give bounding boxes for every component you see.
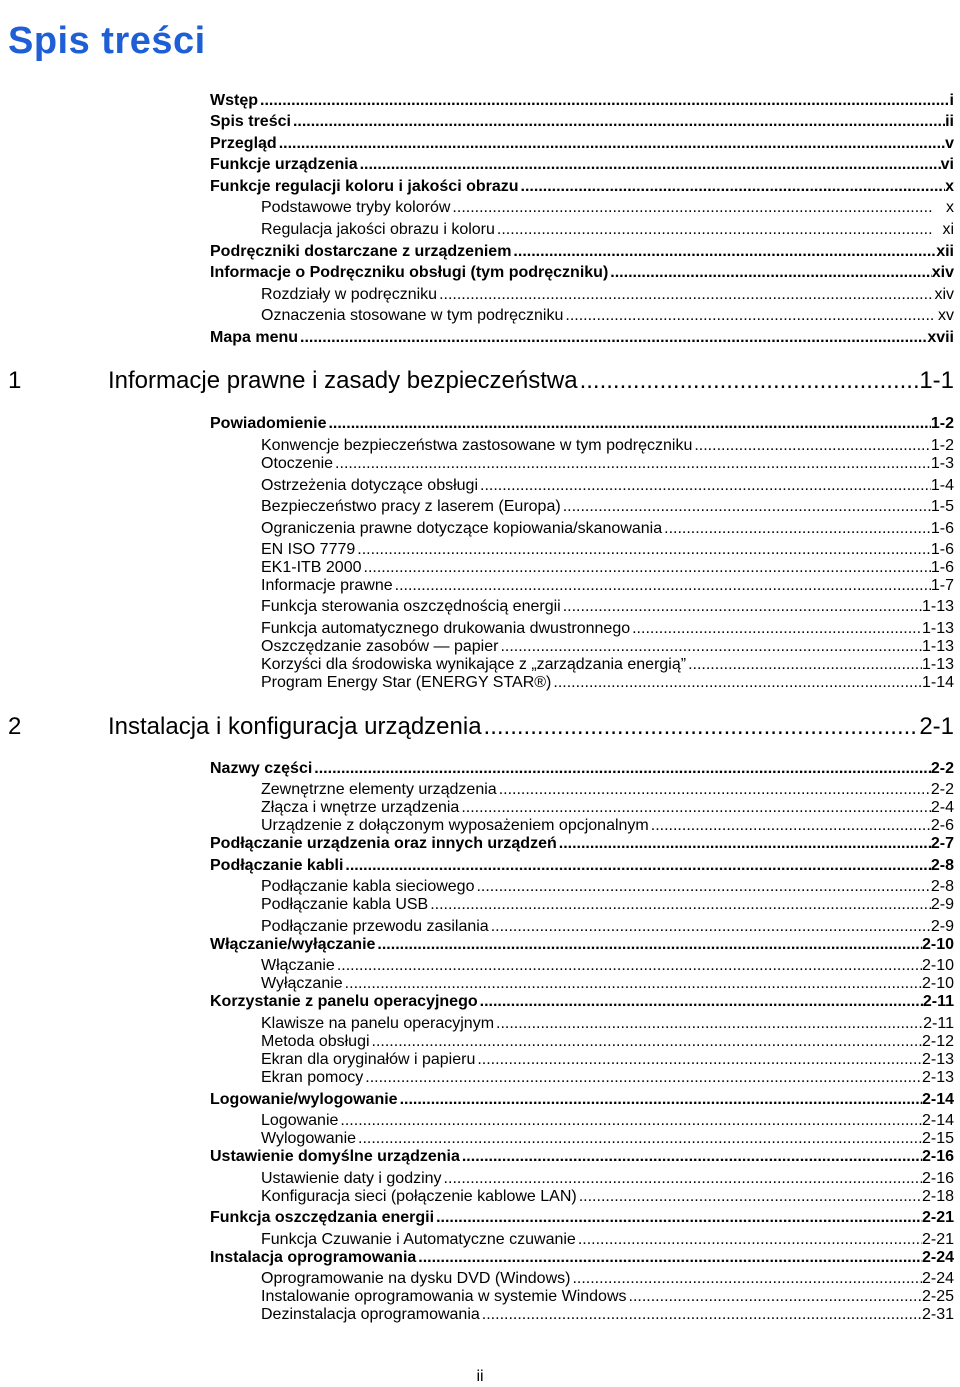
dot-leader [355, 542, 931, 558]
toc-entry-title: Funkcje urządzenia [210, 157, 358, 173]
toc-entry[interactable] [261, 1131, 954, 1147]
toc-entry-title: Ograniczenia prawne dotyczące kopiowania/skanowania [261, 521, 663, 537]
toc-page-number: 1-2 [930, 438, 954, 454]
toc-entry[interactable] [210, 93, 954, 109]
toc-page-number: 2-2 [930, 782, 954, 798]
toc-page-number: 2-24 [921, 1271, 954, 1287]
toc-entry-title: EN ISO 7779 [261, 542, 356, 558]
toc-entry[interactable] [261, 542, 954, 558]
dot-leader [298, 330, 927, 346]
toc-page-number: 2-6 [930, 818, 954, 834]
toc-page-number: 1-6 [930, 542, 954, 558]
toc-entry-title: Korzystanie z panelu operacyjnego [210, 994, 478, 1010]
toc-entry-title: Ustawienie domyślne urządzenia [210, 1149, 460, 1165]
dot-leader [335, 958, 922, 974]
toc-entry[interactable] [261, 456, 954, 472]
toc-entry-title: Powiadomienie [210, 416, 327, 432]
toc-page-number: 2-10 [921, 976, 954, 992]
chapter-number: 1 [8, 369, 22, 393]
dot-leader [450, 200, 934, 216]
toc-entry-title: Program Energy Star (ENERGY STAR®) [261, 675, 552, 691]
toc-page-number: 1-3 [930, 456, 954, 472]
dot-leader [338, 1113, 922, 1129]
toc-entry-title: Rozdziały w podręczniku [261, 287, 438, 303]
toc-page-number: 2-11 [922, 994, 954, 1010]
dot-leader [363, 1070, 922, 1086]
toc-entry-title: Instalacja oprogramowania [210, 1250, 417, 1266]
toc-page-number: 1-6 [930, 521, 954, 537]
toc-page-number: xii [936, 244, 954, 260]
toc-entry[interactable] [261, 1113, 954, 1129]
dot-leader [511, 244, 936, 260]
toc-page-number: 2-11 [923, 1016, 954, 1032]
toc-entry[interactable] [261, 200, 954, 216]
toc-entry[interactable] [261, 1016, 954, 1032]
toc-entry[interactable] [210, 416, 954, 432]
dot-leader [312, 761, 931, 777]
toc-page-number: v [945, 136, 954, 152]
toc-entry-title: Otoczenie [261, 456, 334, 472]
dot-leader [557, 836, 931, 852]
toc-entry-title: Funkcja Czuwanie i Automatyczne czuwanie [261, 1232, 576, 1248]
toc-entry-title: Instalacja i konfiguracja urządzenia [108, 715, 482, 739]
toc-entry[interactable] [261, 639, 954, 655]
toc-entry-title: Podłączanie przewodu zasilania [261, 919, 489, 935]
toc-page-number: 2-31 [921, 1307, 954, 1323]
toc-entry[interactable] [261, 222, 954, 238]
dot-leader [489, 919, 931, 935]
toc-page-number: 2-13 [921, 1070, 954, 1086]
toc-page-number: xiv [931, 265, 954, 281]
dot-leader [478, 994, 923, 1010]
toc-entry[interactable] [261, 1289, 954, 1305]
toc-page-number: x [946, 200, 954, 216]
toc-page-number: 1-7 [930, 578, 954, 594]
dot-leader [561, 499, 931, 515]
dot-leader [291, 114, 945, 130]
toc-page-number: 2-21 [921, 1210, 954, 1226]
toc-entry[interactable] [210, 136, 954, 152]
toc-page-number: 1-13 [921, 657, 954, 673]
toc-entry-title: Podłączanie kabla USB [261, 897, 429, 913]
toc-entry-title: Funkcja automatycznego drukowania dwustronnego [261, 621, 631, 637]
toc-page-number: 2-8 [930, 879, 954, 895]
toc-entry-title: Funkcja oszczędzania energii [210, 1210, 435, 1226]
toc-entry-title: Funkcja sterowania oszczędnością energii [261, 599, 561, 615]
toc-entry[interactable] [210, 114, 954, 130]
dot-leader [358, 157, 941, 173]
dot-leader [442, 1171, 922, 1187]
toc-entry[interactable] [261, 919, 954, 935]
toc-entry-title: Informacje prawne i zasady bezpieczeństwa [108, 369, 578, 393]
toc-entry-title: Funkcje regulacji koloru i jakości obrazu [210, 179, 519, 195]
toc-page-number: 2-14 [921, 1092, 954, 1108]
toc-entry-title: Włączanie [261, 958, 335, 974]
toc-page-number: 1-13 [921, 621, 954, 637]
toc-entry[interactable] [261, 879, 954, 895]
toc-entry-title: Wstęp [210, 93, 258, 109]
toc-page-number: 2-25 [921, 1289, 954, 1305]
toc-entry[interactable] [210, 994, 954, 1010]
toc-entry[interactable] [261, 800, 954, 816]
toc-entry[interactable] [261, 1171, 954, 1187]
toc-page-number: 2-13 [921, 1052, 954, 1068]
dot-leader [460, 1149, 922, 1165]
toc-page-number: 1-14 [921, 675, 954, 691]
dot-leader [333, 456, 931, 472]
toc-entry[interactable] [261, 621, 954, 637]
toc-page-number: 2-10 [921, 937, 954, 953]
dot-leader [495, 222, 934, 238]
dot-leader [428, 897, 931, 913]
toc-entry[interactable] [261, 578, 954, 594]
toc-page-number: 2-7 [930, 836, 954, 852]
page-title: Spis treści [8, 20, 206, 62]
dot-leader [277, 136, 945, 152]
toc-entry-title: Informacje prawne [261, 578, 393, 594]
dot-leader [362, 560, 931, 576]
toc-entry[interactable] [261, 560, 954, 576]
toc-entry-title: Włączanie/wyłączanie [210, 937, 376, 953]
toc-entry[interactable] [261, 675, 954, 691]
toc-entry[interactable] [210, 937, 954, 953]
toc-entry[interactable] [261, 1232, 954, 1248]
toc-entry-title: Ustawienie daty i godziny [261, 1171, 442, 1187]
toc-entry[interactable] [261, 958, 954, 974]
toc-page-number: 2-1 [919, 715, 954, 739]
toc-entry[interactable] [261, 521, 954, 537]
toc-page-number: 1-13 [921, 599, 954, 615]
toc-entry-title: Nazwy części [210, 761, 313, 777]
toc-entry-title: Podłączanie urządzenia oraz innych urządzeń [210, 836, 557, 852]
toc-entry[interactable] [261, 1052, 954, 1068]
toc-entry[interactable] [261, 1271, 954, 1287]
toc-page-number: 2-14 [921, 1113, 954, 1129]
toc-entry[interactable] [210, 1210, 954, 1226]
dot-leader [416, 1250, 922, 1266]
toc-entry[interactable] [210, 761, 954, 777]
toc-entry-title: Oznaczenia stosowane w tym podręczniku [261, 308, 564, 324]
dot-leader [494, 1016, 923, 1032]
toc-entry[interactable] [261, 287, 954, 303]
dot-leader [434, 1210, 922, 1226]
toc-entry[interactable] [261, 782, 954, 798]
toc-entry[interactable] [210, 1092, 954, 1108]
toc-entry-title: Urządzenie z dołączonym wyposażeniem opcjonalnym [261, 818, 649, 834]
toc-page-number: 2-9 [930, 897, 954, 913]
toc-entry-title: Oszczędzanie zasobów — papier [261, 639, 499, 655]
toc-entry[interactable] [261, 599, 954, 615]
dot-leader [692, 438, 931, 454]
dot-leader [497, 782, 931, 798]
toc-entry[interactable] [261, 1189, 954, 1205]
toc-page-number: 2-8 [930, 858, 954, 874]
dot-leader [356, 1131, 922, 1147]
toc-entry[interactable] [261, 478, 954, 494]
dot-leader [662, 521, 931, 537]
toc-page-number: 2-12 [921, 1034, 954, 1050]
toc-entry[interactable] [210, 244, 954, 260]
toc-entry-title: Instalowanie oprogramowania w systemie Windows [261, 1289, 627, 1305]
toc-entry-title: Wyłączanie [261, 976, 343, 992]
dot-leader [475, 1052, 922, 1068]
dot-leader [393, 578, 931, 594]
toc-entry[interactable] [210, 330, 954, 346]
dot-leader [686, 657, 922, 673]
toc-entry[interactable] [261, 438, 954, 454]
dot-leader [474, 879, 930, 895]
toc-entry-title: Dezinstalacja oprogramowania [261, 1307, 480, 1323]
dot-leader [551, 675, 922, 691]
toc-page-number: ii [945, 114, 954, 130]
toc-entry-title: Podłączanie kabla sieciowego [261, 879, 475, 895]
toc-entry-title: Złącza i wnętrze urządzenia [261, 800, 460, 816]
toc-entry-title: Podłączanie kabli [210, 858, 344, 874]
dot-leader [258, 93, 950, 109]
dot-leader [459, 800, 931, 816]
toc-entry-title: Podstawowe tryby kolorów [261, 200, 451, 216]
toc-entry[interactable] [261, 308, 954, 324]
toc-page-number: 2-16 [921, 1149, 954, 1165]
toc-page-number: 1-2 [930, 416, 954, 432]
toc-page-number: x [945, 179, 954, 195]
toc-entry[interactable] [261, 657, 954, 673]
toc-entry-title: EK1-ITB 2000 [261, 560, 362, 576]
dot-leader [498, 639, 922, 655]
toc-page-number: 1-4 [930, 478, 954, 494]
dot-leader [519, 179, 946, 195]
toc-page-number: 1-6 [930, 560, 954, 576]
dot-leader [326, 416, 930, 432]
toc-entry[interactable] [210, 179, 954, 195]
dot-leader [398, 1092, 922, 1108]
toc-entry-title: Bezpieczeństwo pracy z laserem (Europa) [261, 499, 561, 515]
toc-entry-title: Klawisze na panelu operacyjnym [261, 1016, 495, 1032]
toc-entry-title: Mapa menu [210, 330, 299, 346]
toc-page-number: 2-24 [921, 1250, 954, 1266]
toc-entry[interactable] [261, 818, 954, 834]
toc-page-number: 1-1 [919, 369, 954, 393]
toc-page-number: 2-9 [930, 919, 954, 935]
toc-entry-title: Regulacja jakości obrazu i koloru [261, 222, 495, 238]
toc-page-number: 2-16 [921, 1171, 954, 1187]
toc-page-number: 2-10 [921, 958, 954, 974]
toc-page-number: xi [942, 222, 954, 238]
toc-entry-title: Ostrzeżenia dotyczące obsługi [261, 478, 478, 494]
toc-page-number: vi [940, 157, 954, 173]
toc-entry[interactable] [261, 976, 954, 992]
toc-entry[interactable] [210, 1250, 954, 1266]
toc-page-number: 2-15 [921, 1131, 954, 1147]
toc-entry[interactable] [261, 897, 954, 913]
dot-leader [627, 1289, 922, 1305]
toc-page-number: xv [938, 308, 954, 324]
toc-entry-title: Przegląd [210, 136, 277, 152]
toc-entry[interactable] [210, 1149, 954, 1165]
toc-page-number: xiv [934, 287, 954, 303]
toc-entry-title: Korzyści dla środowiska wynikające z „zarządzania energią” [261, 657, 687, 673]
toc-entry[interactable] [210, 858, 954, 874]
dot-leader [561, 599, 922, 615]
toc-page-number: 2-18 [921, 1189, 954, 1205]
dot-leader [630, 621, 922, 637]
toc-page-number: xvii [927, 330, 954, 346]
toc-entry[interactable] [261, 499, 954, 515]
toc-entry[interactable] [261, 1070, 954, 1086]
toc-entry-title: Logowanie [261, 1113, 339, 1129]
dot-leader [437, 287, 934, 303]
dot-leader [563, 308, 934, 324]
toc-entry-title: Ekran pomocy [261, 1070, 364, 1086]
dot-leader [343, 976, 922, 992]
toc-page-number: 1-13 [921, 639, 954, 655]
toc-page-number: 1-5 [930, 499, 954, 515]
dot-leader [608, 265, 931, 281]
toc-entry-title: Oprogramowanie na dysku DVD (Windows) [261, 1271, 571, 1287]
dot-leader [577, 1189, 922, 1205]
dot-leader [370, 1034, 922, 1050]
toc-entry[interactable] [261, 1307, 954, 1323]
toc-page-number: 2-4 [930, 800, 954, 816]
toc-entry-title: Konfiguracja sieci (połączenie kablowe LAN) [261, 1189, 577, 1205]
toc-entry-title: Logowanie/wylogowanie [210, 1092, 398, 1108]
toc-entry-title: Zewnętrzne elementy urządzenia [261, 782, 497, 798]
toc-entry-title: Ekran dla oryginałów i papieru [261, 1052, 476, 1068]
toc-entry-title: Konwencje bezpieczeństwa zastosowane w tym podręczniku [261, 438, 693, 454]
dot-leader [570, 1271, 922, 1287]
chapter-number: 2 [8, 715, 22, 739]
toc-entry[interactable] [210, 836, 954, 852]
toc-page-number: 2-21 [921, 1232, 954, 1248]
toc-entry[interactable] [210, 157, 954, 173]
dot-leader [649, 818, 931, 834]
dot-leader [478, 478, 931, 494]
page-number: ii [476, 1368, 484, 1385]
dot-leader [576, 1232, 922, 1248]
toc-entry-title: Podręczniki dostarczane z urządzeniem [210, 244, 512, 260]
toc-entry-title: Informacje o Podręczniku obsługi (tym podręczniku) [210, 265, 609, 281]
dot-leader [375, 937, 922, 953]
dot-leader [480, 1307, 922, 1323]
toc-page-number: 2-2 [930, 761, 954, 777]
toc-chapter[interactable] [8, 369, 954, 393]
toc-entry[interactable] [261, 1034, 954, 1050]
toc-entry-title: Spis treści [210, 114, 291, 130]
toc-entry-title: Metoda obsługi [261, 1034, 370, 1050]
toc-chapter[interactable] [8, 715, 954, 739]
dot-leader [343, 858, 930, 874]
dot-leader [482, 715, 920, 739]
toc-entry-title: Wylogowanie [261, 1131, 357, 1147]
toc-entry[interactable] [210, 265, 954, 281]
toc-page-number: i [949, 93, 954, 109]
dot-leader [578, 369, 920, 393]
